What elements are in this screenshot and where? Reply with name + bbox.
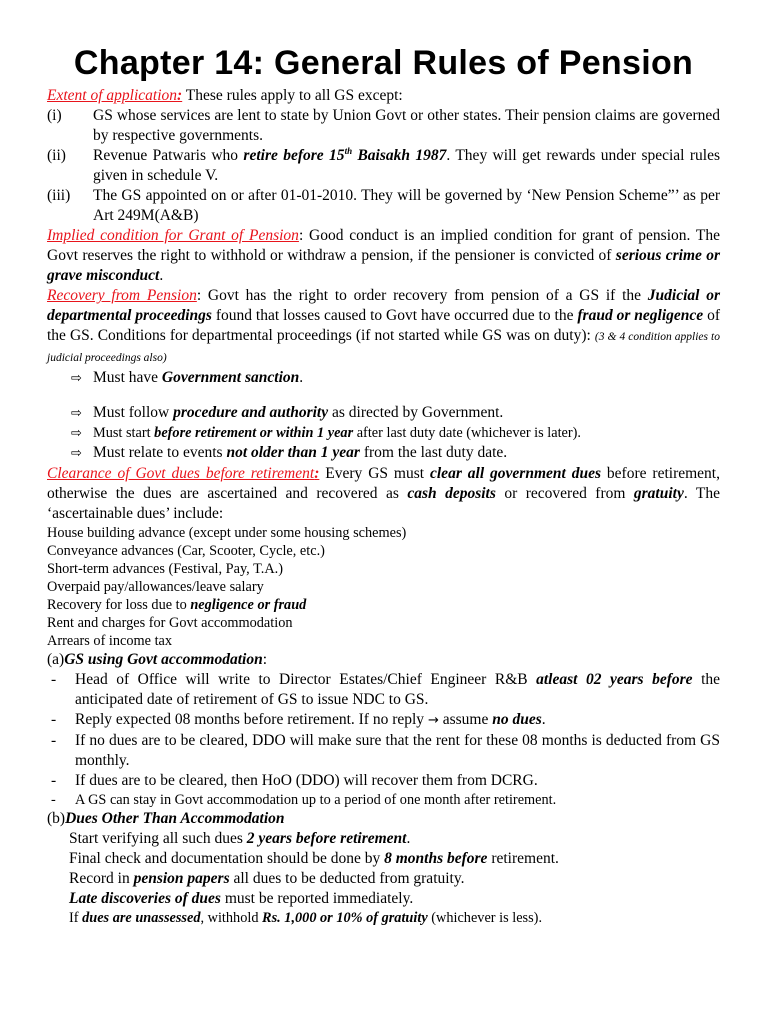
item-text: The GS appointed on or after 01-01-2010. They will be governed by ‘New Pension Scheme”’ as per Art 249M(A&B) (93, 187, 720, 224)
list-item: Arrears of income tax (47, 633, 173, 649)
implied-heading: Implied condition for Grant of Pension (47, 227, 299, 244)
right-outline-arrow-icon: ⇨ (71, 446, 82, 461)
list-item: Overpaid pay/allowances/leave salary (47, 579, 264, 595)
list-item: House building advance (except under some housing schemes) (47, 525, 407, 541)
list-item: Short-term advances (Festival, Pay, T.A.) (47, 561, 283, 577)
list-item: - Head of Office will write to Director Estates/Chief Engineer R&B atleast 02 years before the anticipated date of retirement of GS to issue NDC to GS. (51, 671, 721, 708)
item-text: GS whose services are lent to state by Union Govt or other states. Their pension claims are governed by respective governments. (93, 107, 720, 144)
list-item: - If no dues are to be cleared, DDO will make sure that the rent for these 08 months is deducted from GS monthly. (51, 732, 720, 769)
list-item: - A GS can stay in Govt accommodation up to a period of one month after retirement. (51, 792, 557, 808)
list-item: Start verifying all such dues 2 years before retirement. (69, 830, 411, 847)
item-number: (ii) (47, 147, 66, 164)
list-item: Record in pension papers all dues to be deducted from gratuity. (69, 870, 465, 887)
extent-section (47, 86, 720, 106)
section-a-heading: (a)GS using Govt accommodation: (47, 651, 268, 668)
list-item (47, 106, 720, 146)
page-title: Chapter 14: General Rules of Pension (73, 44, 694, 82)
item-number: (iii) (47, 187, 71, 204)
list-item: If dues are unassessed, withhold Rs. 1,000 or 10% of gratuity (whichever is less). (69, 910, 543, 926)
right-outline-arrow-icon: ⇨ (71, 426, 82, 441)
list-item: Late discoveries of dues must be reported immediately. (69, 890, 414, 907)
list-item (47, 146, 720, 186)
clearance-section: Clearance of Govt dues before retirement: Every GS must clear all government dues before retirement, otherwise the dues are ascertained and recovered as cash deposits or recovered from gratuity. The ‘ascertainable dues’ include: (47, 465, 720, 522)
clearance-heading: Clearance of Govt dues before retirement (47, 465, 315, 482)
recovery-note: (3 & 4 condition applies to judicial proceedings also) (47, 331, 720, 364)
list-item: - If dues are to be cleared, then HoO (DDO) will recover them from DCRG. (51, 772, 538, 789)
list-item: - Reply expected 08 months before retirement. If no reply → assume no dues. (51, 711, 546, 728)
list-item: ⇨ Must start before retirement or within 1 year after last duty date (whichever is later). (71, 425, 581, 441)
list-item: Recovery for loss due to negligence or fraud (47, 597, 307, 613)
list-item: Conveyance advances (Car, Scooter, Cycle, etc.) (47, 543, 325, 559)
extent-colon: : (177, 87, 183, 104)
recovery-section: Recovery from Pension: Govt has the right to order recovery from pension of a GS if the Judicial or departmental proceedings found that losses caused to Govt have occurred due to the fraud or negligence of the GS. Conditions for departmental proceedings (if not started while GS was on duty): (3 & 4 condition applies to judicial proceedings also) (47, 287, 720, 364)
right-outline-arrow-icon: ⇨ (71, 371, 82, 386)
list-item: Rent and charges for Govt accommodation (47, 615, 293, 631)
section-b-heading: (b)Dues Other Than Accommodation (47, 810, 285, 827)
arrow-icon: → (427, 713, 439, 728)
list-item: Final check and documentation should be done by 8 months before retirement. (69, 850, 559, 867)
right-outline-arrow-icon: ⇨ (71, 406, 82, 421)
dues-list (47, 524, 720, 650)
extent-intro: These rules apply to all GS except: (182, 87, 403, 104)
list-item (47, 186, 720, 226)
list-item: ⇨ Must relate to events not older than 1 year from the last duty date. (47, 443, 720, 464)
item-text: Revenue Patwaris who retire before 15th Baisakh 1987. They will get rewards under special rules given in schedule V. (93, 145, 720, 184)
implied-section: Implied condition for Grant of Pension: Good conduct is an implied condition for grant of pension. The Govt reserves the right to withhold or withdraw a pension, if the pensioner is convicted of serious crime or grave misconduct. (47, 227, 720, 284)
recovery-heading: Recovery from Pension (47, 287, 197, 304)
list-item: ⇨ Must follow procedure and authority as directed by Government. (47, 403, 720, 424)
item-number: (i) (47, 107, 62, 124)
extent-heading: Extent of application (47, 87, 178, 104)
list-item: ⇨ Must have Government sanction. (47, 368, 720, 389)
document-page (47, 44, 720, 927)
